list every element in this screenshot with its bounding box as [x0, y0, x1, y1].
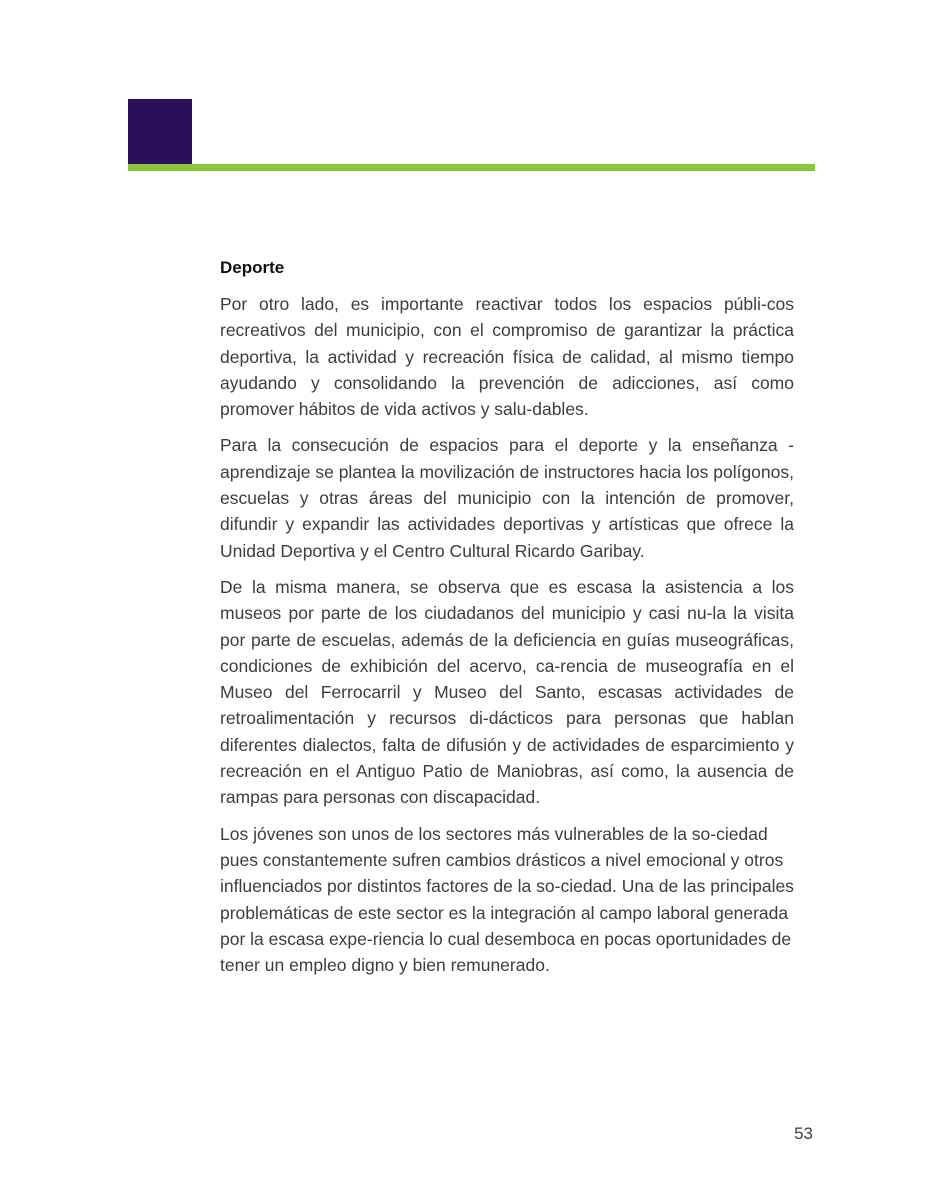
- paragraph-1: Por otro lado, es importante reactivar todos los espacios públi-cos recreativos del municipio, con el compromiso de garantizar la práctica deportiva, la actividad y recreación física de calidad, al mismo tiempo ayudando y consolidando la prevención de adicciones, así como promover hábitos de vida activos y salu-dables.: [220, 294, 794, 420]
- section-title: Deporte: [220, 258, 285, 277]
- header-purple-block: [128, 99, 192, 165]
- page-content: [220, 255, 794, 988]
- header-green-rule: [128, 164, 815, 171]
- page-number: 53: [794, 1124, 813, 1143]
- paragraph-2: Para la consecución de espacios para el deporte y la enseñanza -aprendizaje se plantea la movilización de instructores hacia los polígonos, escuelas y otras áreas del municipio con la intención de promover, difundir y expandir las actividades deportivas y artísticas que ofrece la Unidad Deportiva y el Centro Cultural Ricardo Garibay.: [220, 435, 794, 561]
- paragraph-4: Los jóvenes son unos de los sectores más vulnerables de la so-ciedad pues constantemente sufren cambios drásticos a nivel emocional y otros influenciados por distintos factores de la so-ciedad. Una de las principales problemáticas de este sector es la integración al campo laboral generada por la escasa expe-riencia lo cual desemboca en pocas oportunidades de tener un empleo digno y bien remunerado.: [220, 823, 794, 976]
- paragraph-3: De la misma manera, se observa que es escasa la asistencia a los museos por parte de los ciudadanos del municipio y casi nu-la la visita por parte de escuelas, además de la deficiencia en guías museográficas, condiciones de exhibición del acervo, ca-rencia de museografía en el Museo del Ferrocarril y Museo del Santo, escasas actividades de retroalimentación y recursos di-dácticos para personas que hablan diferentes dialectos, falta de difusión y de actividades de esparcimiento y recreación en el Antiguo Patio de Maniobras, así como, la ausencia de rampas para personas con discapacidad.: [220, 576, 794, 808]
